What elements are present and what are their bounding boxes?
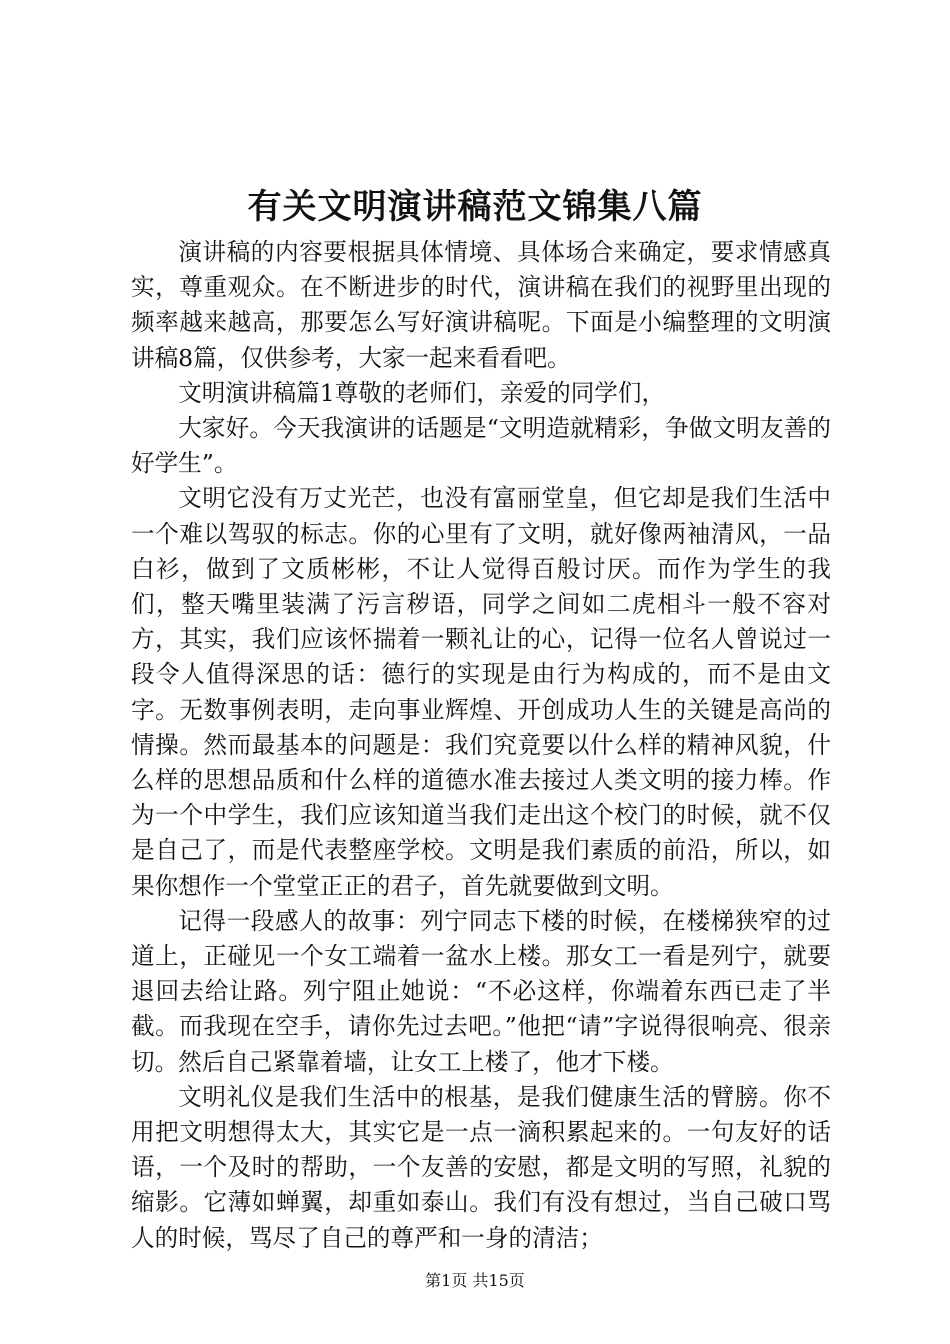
paragraph-speech-heading: 文明演讲稿篇1尊敬的老师们，亲爱的同学们， bbox=[178, 378, 666, 407]
paragraph-etiquette: 文明礼仪是我们生活中的根基，是我们健康生活的臂膀。你不用把文明想得太大，其实它是一点一滴积累起来的。一句友好的话语，一个及时的帮助，一个友善的安慰，都是文明的写照，礼貌的缩影。它薄如蝉翼，却重如泰山。我们有没有想过，当自己破口骂人的时候，骂尽了自己的尊严和一身的清洁； bbox=[131, 1082, 831, 1252]
page-footer: 第1页 共15页 bbox=[425, 1271, 525, 1290]
paragraph-greeting: 大家好。今天我演讲的话题是“文明造就精彩，争做文明友善的好学生”。 bbox=[131, 414, 831, 478]
paragraph-lenin-story: 记得一段感人的故事：列宁同志下楼的时候，在楼梯狭窄的过道上，正碰见一个女工端着一盆水上楼。那女工一看是列宁，就要退回去给让路。列宁阻止她说：“不必这样，你端着东西已走了半截。而我现在空手，请你先过去吧。”他把“请”字说得很响亮、很亲切。然后自己紧靠着墙，让女工上楼了，他才下楼。 bbox=[131, 906, 831, 1076]
document-title: 有关文明演讲稿范文锦集八篇 bbox=[247, 187, 703, 227]
document-body bbox=[131, 235, 831, 1256]
paragraph-civilization: 文明它没有万丈光芒，也没有富丽堂皇，但它却是我们生活中一个难以驾驭的标志。你的心里有了文明，就好像两袖清风，一品白衫，做到了文质彬彬，不让人觉得百般讨厌。而作为学生的我们，整天嘴里装满了污言秽语，同学之间如二虎相斗一般不容对方，其实，我们应该怀揣着一颗礼让的心，记得一位名人曾说过一段令人值得深思的话：德行的实现是由行为构成的，而不是由文字。无数事例表明，走向事业辉煌、开创成功人生的关键是高尚的情操。然而最基本的问题是：我们究竟要以什么样的精神风貌，什么样的思想品质和什么样的道德水准去接过人类文明的接力棒。作为一个中学生，我们应该知道当我们走出这个校门的时候，就不仅是自己了，而是代表整座学校。文明是我们素质的前沿，所以，如果你想作一个堂堂正正的君子，首先就要做到文明。 bbox=[131, 484, 831, 900]
paragraph-intro: 演讲稿的内容要根据具体情境、具体场合来确定，要求情感真实，尊重观众。在不断进步的时代，演讲稿在我们的视野里出现的频率越来越高，那要怎么写好演讲稿呢。下面是小编整理的文明演讲稿8篇，仅供参考，大家一起来看看吧。 bbox=[131, 238, 831, 372]
